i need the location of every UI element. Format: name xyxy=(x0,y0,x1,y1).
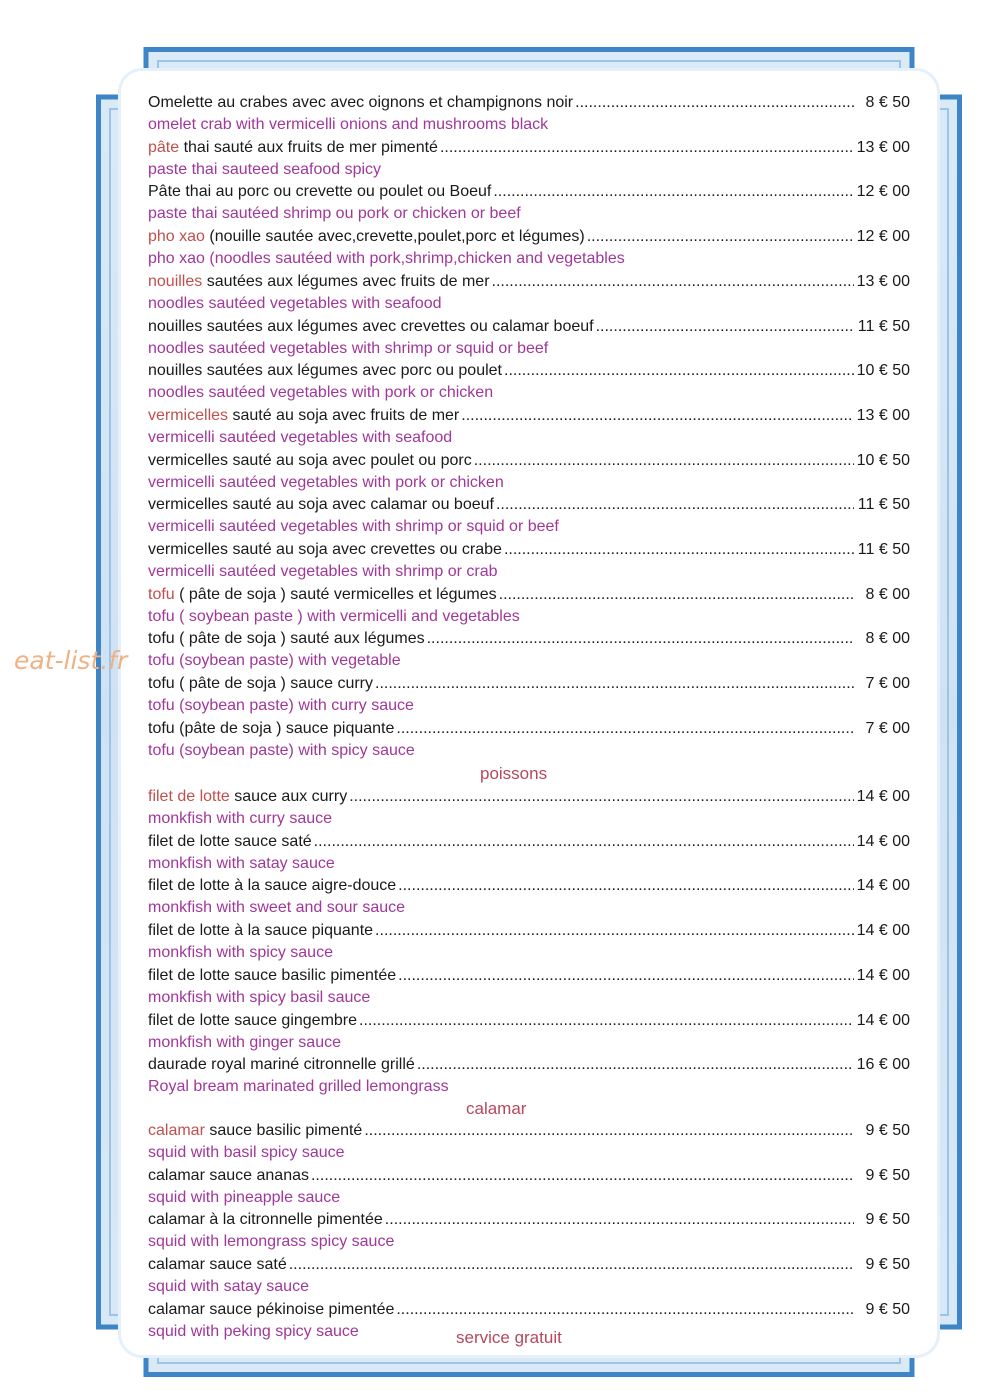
menu-item-fr xyxy=(148,1299,910,1321)
menu-item-en: noodles sautéed vegetables with seafood xyxy=(148,294,442,312)
dish-description-fr: tofu (pâte de soja ) sauce piquante xyxy=(148,719,395,737)
leader-dots xyxy=(596,316,854,338)
dish-keyword: pho xao xyxy=(148,228,205,246)
dish-name xyxy=(148,1120,362,1142)
menu-item-en: paste thai sautéed shrimp ou pork or chicken or beef xyxy=(148,205,521,223)
dish-name xyxy=(148,718,394,740)
menu-item-en: tofu (soybean paste) with vegetable xyxy=(148,652,401,670)
dish-description-fr: nouilles sautées aux légumes avec porc ou poulet xyxy=(148,362,502,380)
dish-price: 14 € 00 xyxy=(856,832,910,850)
dish-name xyxy=(148,539,502,561)
menu-item-fr xyxy=(148,181,910,203)
menu-item-fr xyxy=(148,584,910,606)
dish-price: 10 € 50 xyxy=(856,451,910,469)
menu-item-fr xyxy=(148,494,910,516)
dish-description-fr: Pâte thai au porc ou crevette ou poulet ou Boeuf xyxy=(148,183,492,201)
menu-item-en: tofu ( soybean paste ) with vermicelli and vegetables xyxy=(148,607,520,625)
dish-name xyxy=(148,673,373,695)
menu-item-fr xyxy=(148,1120,910,1142)
leader-dots xyxy=(587,226,854,248)
dish-name xyxy=(148,786,347,808)
leader-dots xyxy=(314,831,854,853)
menu-item-en: vermicelli sautéed vegetables with shrimp or crab xyxy=(148,563,498,580)
menu-item-fr xyxy=(148,226,910,248)
menu-item-en: squid with satay sauce xyxy=(148,1278,309,1296)
dish-keyword: vermicelles xyxy=(148,406,229,424)
dish-description-fr: vermicelles sauté au soja avec crevettes ou crabe xyxy=(148,541,502,558)
menu-item-en: vermicelli sautéed vegetables with seafood xyxy=(148,428,453,446)
section-heading: calamar xyxy=(466,1099,527,1118)
dish-description-fr: tofu ( pâte de soja ) sauté aux légumes xyxy=(148,630,425,648)
dish-name xyxy=(148,181,491,203)
menu-item-en: noodles sautéed vegetables with shrimp or squid or beef xyxy=(148,339,549,357)
dish-description-fr: Omelette au crabes avec avec oignons et champignons noir xyxy=(148,94,574,111)
menu-item-en: squid with basil spicy sauce xyxy=(148,1144,345,1161)
leader-dots xyxy=(504,539,854,561)
dish-price: 11 € 50 xyxy=(857,496,910,514)
leader-dots xyxy=(396,1299,854,1321)
dish-price: 12 € 00 xyxy=(856,228,910,246)
leader-dots xyxy=(440,137,854,159)
menu-item-fr xyxy=(148,920,910,942)
dish-price: 7 € 00 xyxy=(865,719,910,737)
dish-price: 9 € 50 xyxy=(865,1300,910,1318)
dish-name xyxy=(148,1010,357,1032)
dish-price: 9 € 50 xyxy=(865,1166,910,1184)
leader-dots xyxy=(364,1120,854,1142)
dish-keyword: calamar xyxy=(148,1122,205,1139)
menu-item-fr xyxy=(148,673,910,695)
leader-dots xyxy=(496,494,854,516)
dish-name xyxy=(148,271,490,293)
dish-price: 9 € 50 xyxy=(865,1122,910,1139)
menu-item-fr xyxy=(148,92,910,114)
menu-item-en: noodles sautéed vegetables with pork or chicken xyxy=(148,384,494,402)
dish-name xyxy=(148,1209,383,1231)
menu-item-en: omelet crab with vermicelli onions and mushrooms black xyxy=(148,116,549,133)
dish-name xyxy=(148,1299,394,1321)
leader-dots xyxy=(398,875,854,897)
dish-name xyxy=(148,405,459,427)
footer-note: service gratuit xyxy=(456,1328,562,1347)
dish-description-fr: calamar à la citronnelle pimentée xyxy=(148,1211,383,1229)
menu-item-en: monkfish with spicy sauce xyxy=(148,944,333,962)
leader-dots xyxy=(492,271,854,293)
menu-item-fr xyxy=(148,1209,910,1231)
dish-name xyxy=(148,226,585,248)
dish-keyword: tofu xyxy=(148,585,175,603)
dish-description-fr: sauce aux curry xyxy=(229,788,348,805)
dish-name xyxy=(148,316,594,338)
dish-price: 8 € 50 xyxy=(865,94,910,111)
dish-description-fr: nouilles sautées aux légumes avec crevettes ou calamar boeuf xyxy=(148,317,594,335)
menu-item-fr xyxy=(148,405,910,427)
dish-description-fr: sauce basilic pimenté xyxy=(204,1122,363,1139)
leader-dots xyxy=(474,450,854,472)
dish-description-fr: daurade royal mariné citronnelle grillé xyxy=(148,1056,415,1074)
dish-description-fr: filet de lotte à la sauce piquante xyxy=(148,922,374,940)
leader-dots xyxy=(504,360,854,382)
menu-item-en: squid with pineapple sauce xyxy=(148,1188,341,1206)
leader-dots xyxy=(375,673,854,695)
menu-item-fr xyxy=(148,965,910,987)
dish-name xyxy=(148,137,438,159)
dish-name xyxy=(148,875,396,897)
dish-name xyxy=(148,831,312,853)
menu-item-en: Royal bream marinated grilled lemongrass xyxy=(148,1078,449,1096)
menu-item-en: tofu (soybean paste) with spicy sauce xyxy=(148,741,415,759)
dish-price: 14 € 00 xyxy=(856,966,910,984)
leader-dots xyxy=(375,920,854,942)
dish-price: 13 € 00 xyxy=(856,138,910,156)
menu-item-fr xyxy=(148,628,910,650)
dish-price: 9 € 50 xyxy=(865,1211,910,1229)
menu-item-fr xyxy=(148,539,910,561)
leader-dots xyxy=(396,718,854,740)
dish-name xyxy=(148,628,425,650)
leader-dots xyxy=(359,1010,854,1032)
leader-dots xyxy=(493,181,854,203)
dish-name xyxy=(148,920,373,942)
dish-description-fr: filet de lotte à la sauce aigre-douce xyxy=(148,877,397,895)
dish-price: 16 € 00 xyxy=(856,1056,910,1074)
dish-name xyxy=(148,450,472,472)
dish-name xyxy=(148,1254,287,1276)
menu-item-fr xyxy=(148,1010,910,1032)
menu-item-en: monkfish with curry sauce xyxy=(148,810,333,827)
dish-price: 14 € 00 xyxy=(856,788,910,805)
leader-dots xyxy=(575,92,854,114)
dish-price: 14 € 00 xyxy=(856,877,910,895)
dish-description-fr: ( pâte de soja ) sauté vermicelles et légumes xyxy=(174,585,497,603)
dish-price: 11 € 50 xyxy=(857,317,910,335)
dish-name xyxy=(148,965,396,987)
menu-item-fr xyxy=(148,360,910,382)
dish-name xyxy=(148,584,497,606)
menu-item-fr xyxy=(148,1254,910,1276)
dish-price: 10 € 50 xyxy=(856,362,910,380)
dish-description-fr: sautées aux légumes avec fruits de mer xyxy=(202,272,490,290)
menu-item-fr xyxy=(148,831,910,853)
menu-item-fr xyxy=(148,1054,910,1076)
leader-dots xyxy=(289,1254,854,1276)
leader-dots xyxy=(311,1165,854,1187)
menu-item-en: monkfish with sweet and sour sauce xyxy=(148,899,406,917)
menu-item-en: squid with peking spicy sauce xyxy=(148,1322,359,1340)
dish-price: 13 € 00 xyxy=(856,406,910,424)
dish-price: 9 € 50 xyxy=(865,1256,910,1274)
dish-price: 14 € 00 xyxy=(856,1011,910,1029)
menu-item-fr xyxy=(148,137,910,159)
menu-item-fr xyxy=(148,450,910,472)
leader-dots xyxy=(385,1209,854,1231)
dish-name xyxy=(148,92,573,114)
menu-item-en: squid with lemongrass spicy sauce xyxy=(148,1233,395,1251)
dish-price: 8 € 00 xyxy=(865,585,910,603)
leader-dots xyxy=(461,405,854,427)
dish-price: 12 € 00 xyxy=(856,183,910,201)
dish-name xyxy=(148,1054,415,1076)
menu-item-fr xyxy=(148,718,910,740)
leader-dots xyxy=(499,584,854,606)
menu-item-fr xyxy=(148,316,910,338)
menu-item-en: monkfish with satay sauce xyxy=(148,854,335,872)
dish-description-fr: filet de lotte sauce gingembre xyxy=(148,1011,358,1029)
leader-dots xyxy=(398,965,854,987)
dish-description-fr: sauté au soja avec fruits de mer xyxy=(228,406,460,424)
menu-item-fr xyxy=(148,271,910,293)
menu-item-en: paste thai sauteed seafood spicy xyxy=(148,160,382,178)
dish-description-fr: calamar sauce saté xyxy=(148,1256,287,1274)
dish-description-fr: vermicelles sauté au soja avec calamar ou boeuf xyxy=(148,496,494,514)
watermark: eat-list.fr xyxy=(14,646,128,675)
dish-keyword: pâte xyxy=(148,138,180,156)
menu-item-fr xyxy=(148,786,910,808)
dish-keyword: nouilles xyxy=(148,272,203,290)
dish-description-fr: calamar sauce pékinoise pimentée xyxy=(148,1300,395,1318)
leader-dots xyxy=(349,786,854,808)
dish-price: 14 € 00 xyxy=(856,922,910,940)
dish-description-fr: calamar sauce ananas xyxy=(148,1166,309,1184)
menu-item-fr xyxy=(148,875,910,897)
menu-item-en: monkfish with ginger sauce xyxy=(148,1033,341,1051)
menu-item-en: pho xao (noodles sautéed with pork,shrimp,chicken and vegetables xyxy=(148,250,625,268)
dish-description-fr: vermicelles sauté au soja avec poulet ou porc xyxy=(148,451,472,469)
dish-name xyxy=(148,494,494,516)
dish-description-fr: filet de lotte sauce saté xyxy=(148,832,312,850)
menu-item-en: monkfish with spicy basil sauce xyxy=(148,988,371,1006)
menu-item-fr xyxy=(148,1165,910,1187)
dish-description-fr: filet de lotte sauce basilic pimentée xyxy=(148,966,397,984)
dish-price: 11 € 50 xyxy=(857,541,910,558)
menu-item-en: tofu (soybean paste) with curry sauce xyxy=(148,697,414,715)
dish-description-fr: (nouille sautée avec,crevette,poulet,porc et légumes) xyxy=(204,228,585,246)
menu-item-en: vermicelli sautéed vegetables with shrimp or squid or beef xyxy=(148,518,559,536)
dish-description-fr: thai sauté aux fruits de mer pimenté xyxy=(179,138,438,156)
menu-item-en: vermicelli sautéed vegetables with pork or chicken xyxy=(148,473,504,491)
dish-name xyxy=(148,360,502,382)
leader-dots xyxy=(417,1054,854,1076)
dish-description-fr: tofu ( pâte de soja ) sauce curry xyxy=(148,675,373,693)
section-heading: poissons xyxy=(480,764,548,783)
dish-keyword: filet de lotte xyxy=(148,788,230,805)
dish-name xyxy=(148,1165,309,1187)
dish-price: 8 € 00 xyxy=(865,630,910,648)
dish-price: 7 € 00 xyxy=(865,675,910,693)
dish-price: 13 € 00 xyxy=(856,272,910,290)
leader-dots xyxy=(427,628,854,650)
